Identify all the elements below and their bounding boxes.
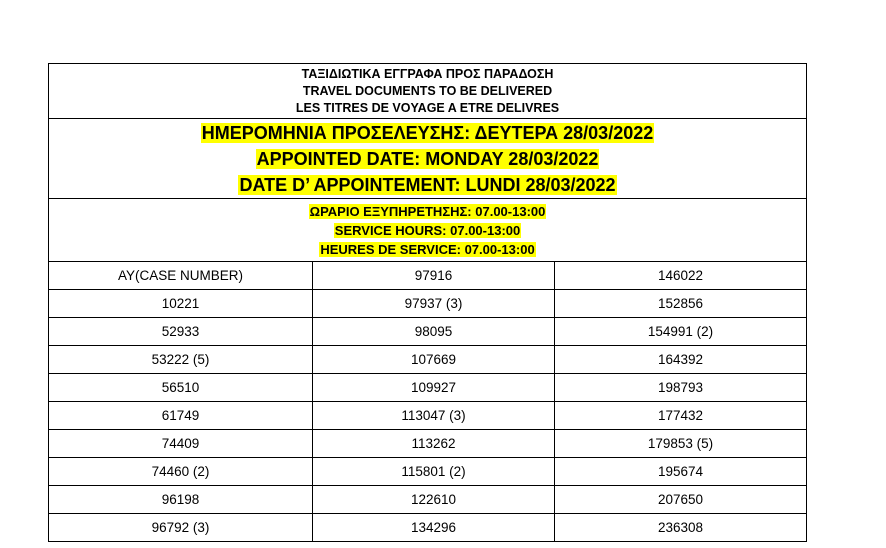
hours-greek: ΩΡΑΡΙΟ ΕΞΥΠΗΡΕΤΗΣΗΣ: 07.00-13:00 [309, 203, 546, 219]
case-number-cell: 198793 [555, 374, 807, 402]
case-number-cell: 97916 [313, 262, 555, 290]
case-number-cell: 115801 (2) [313, 458, 555, 486]
title-french: LES TITRES DE VOYAGE A ETRE DELIVRES [295, 100, 560, 115]
hours-english: SERVICE HOURS: 07.00-13:00 [334, 222, 521, 238]
hours-french: HEURES DE SERVICE: 07.00-13:00 [320, 241, 535, 257]
hours-row [49, 199, 807, 262]
case-number-cell: 113262 [313, 430, 555, 458]
table-row [49, 458, 807, 486]
case-number-rows [49, 262, 807, 542]
table-row [49, 402, 807, 430]
table-row [49, 486, 807, 514]
title-row [49, 64, 807, 119]
service-hours-block [49, 199, 807, 262]
case-number-cell: 56510 [49, 374, 313, 402]
date-greek: ΗΜΕΡΟΜΗΝΙΑ ΠΡΟΣΕΛΕΥΣΗΣ: ΔΕΥΤΕΡΑ 28/03/2022 [201, 122, 654, 143]
case-number-cell: 10221 [49, 290, 313, 318]
table-row [49, 374, 807, 402]
title-greek: ΤΑΞΙΔΙΩΤΙΚΑ ΕΓΓΡΑΦΑ ΠΡΟΣ ΠΑΡΑΔΟΣΗ [301, 66, 554, 81]
case-number-cell: 113047 (3) [313, 402, 555, 430]
case-number-cell: 122610 [313, 486, 555, 514]
case-number-cell: 152856 [555, 290, 807, 318]
case-number-cell: 74460 (2) [49, 458, 313, 486]
case-number-cell: 236308 [555, 514, 807, 542]
title-english: TRAVEL DOCUMENTS TO BE DELIVERED [302, 83, 553, 98]
case-number-cell: 154991 (2) [555, 318, 807, 346]
case-number-cell: 74409 [49, 430, 313, 458]
table-row [49, 514, 807, 542]
case-number-cell: 97937 (3) [313, 290, 555, 318]
date-english: APPOINTED DATE: MONDAY 28/03/2022 [256, 148, 599, 169]
case-number-cell: 52933 [49, 318, 313, 346]
case-number-cell: 207650 [555, 486, 807, 514]
case-number-header: AY(CASE NUMBER) [49, 262, 313, 290]
case-number-cell: 179853 (5) [555, 430, 807, 458]
case-number-cell: 53222 (5) [49, 346, 313, 374]
travel-documents-table [48, 63, 807, 542]
case-number-cell: 177432 [555, 402, 807, 430]
table-row [49, 262, 807, 290]
case-number-cell: 164392 [555, 346, 807, 374]
case-number-cell: 146022 [555, 262, 807, 290]
case-number-cell: 96198 [49, 486, 313, 514]
case-number-cell: 195674 [555, 458, 807, 486]
table-row [49, 290, 807, 318]
case-number-cell: 109927 [313, 374, 555, 402]
case-number-cell: 61749 [49, 402, 313, 430]
date-row [49, 119, 807, 199]
table-row [49, 346, 807, 374]
document-title [49, 64, 807, 119]
table-row [49, 318, 807, 346]
case-number-cell: 96792 (3) [49, 514, 313, 542]
case-number-cell: 107669 [313, 346, 555, 374]
table-row [49, 430, 807, 458]
case-number-cell: 98095 [313, 318, 555, 346]
case-number-cell: 134296 [313, 514, 555, 542]
date-french: DATE D’ APPOINTEMENT: LUNDI 28/03/2022 [239, 174, 616, 195]
appointed-date-block [49, 119, 807, 199]
